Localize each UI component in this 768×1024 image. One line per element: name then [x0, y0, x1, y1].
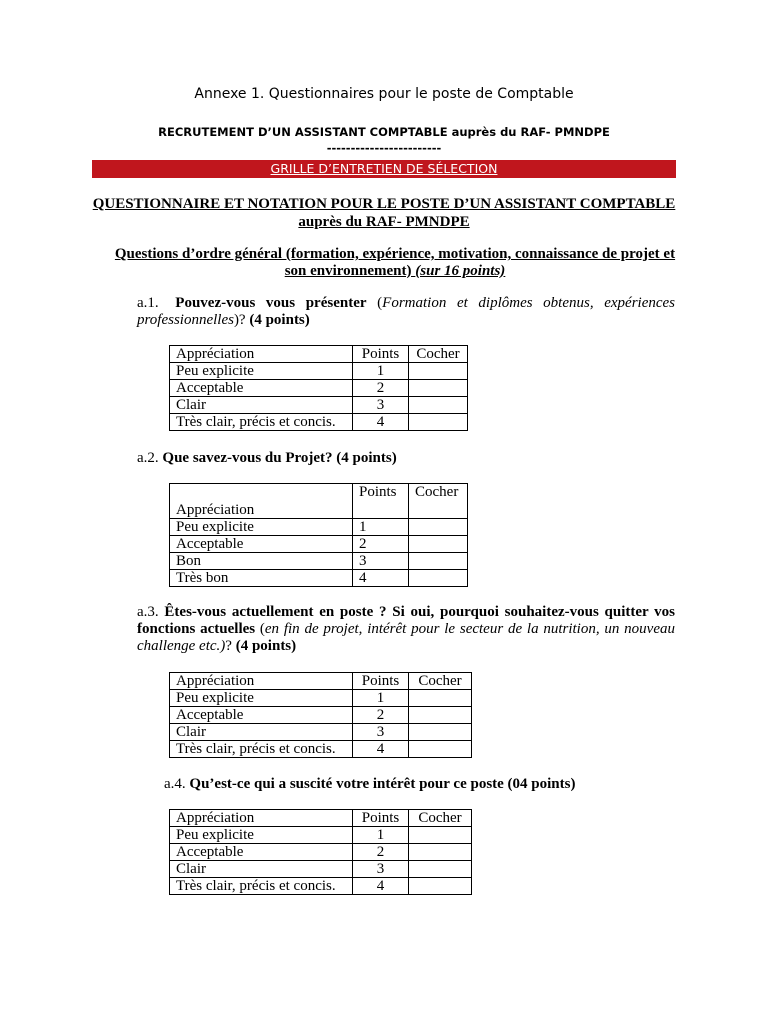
header-points: Points: [353, 673, 409, 690]
general-questions-score: (sur 16 points): [415, 263, 506, 279]
scoring-table-a1: [169, 345, 468, 431]
row-label: Très bon: [170, 570, 353, 587]
check-cell[interactable]: [409, 380, 468, 397]
row-label: Acceptable: [170, 380, 353, 397]
row-points: 2: [353, 380, 409, 397]
table-row: [170, 707, 472, 724]
table-header-row: [170, 484, 468, 519]
row-label: Peu explicite: [170, 827, 353, 844]
header-appreciation: Appréciation: [170, 346, 353, 363]
row-label: Clair: [170, 724, 353, 741]
header-check: Cocher: [409, 484, 468, 519]
recruitment-heading: RECRUTEMENT D’UN ASSISTANT COMPTABLE auprès du RAF- PMNDPE: [158, 125, 610, 139]
header-appreciation: Appréciation: [170, 484, 353, 519]
row-label: Clair: [170, 861, 353, 878]
header-appreciation: Appréciation: [170, 673, 353, 690]
table-row: [170, 519, 468, 536]
check-cell[interactable]: [409, 690, 472, 707]
question-number: a.3.: [137, 604, 159, 620]
row-points: 2: [353, 707, 409, 724]
question-a3: a.3. Êtes-vous actuellement en poste ? Si oui, pourquoi souhaitez-vous quitter vos fonctions actuelles (en fin de projet, intérêt pour le secteur de la nutrition, un nouveau challenge etc.)? (4 points): [137, 604, 676, 654]
question-text: Qu’est-ce qui a suscité votre intérêt pour ce poste (04 points): [189, 776, 576, 792]
row-points: 1: [353, 827, 409, 844]
question-text: Que savez-vous du Projet? (4 points): [162, 450, 397, 466]
question-text: Pouvez-vous vous présenter: [175, 295, 367, 311]
row-points: 4: [353, 414, 409, 431]
row-label: Acceptable: [170, 536, 353, 553]
header-appreciation: Appréciation: [170, 810, 353, 827]
table-row: [170, 861, 472, 878]
row-label: Très clair, précis et concis.: [170, 414, 353, 431]
header-check: Cocher: [409, 673, 472, 690]
row-points: 1: [353, 519, 409, 536]
table-row: [170, 827, 472, 844]
table-row: [170, 363, 468, 380]
table-header-row: [170, 346, 468, 363]
row-label: Très clair, précis et concis.: [170, 878, 353, 895]
question-points: (4 points): [249, 312, 310, 328]
row-label: Clair: [170, 397, 353, 414]
check-cell[interactable]: [409, 724, 472, 741]
question-number: a.4.: [164, 776, 186, 792]
question-a1: a.1. Pouvez-vous vous présenter (Formation et diplômes obtenus, expériences professionnelles)? (4 points): [137, 295, 676, 328]
header-points: Points: [353, 810, 409, 827]
check-cell[interactable]: [409, 553, 468, 570]
row-points: 3: [353, 553, 409, 570]
scoring-table-a4: [169, 809, 472, 895]
row-points: 2: [353, 536, 409, 553]
question-detail: en fin de projet, intérêt pour le secteur de la nutrition, un nouveau challenge etc.): [137, 621, 675, 654]
check-cell[interactable]: [409, 827, 472, 844]
question-points: (4 points): [235, 638, 297, 654]
questionnaire-title: QUESTIONNAIRE ET NOTATION POUR LE POSTE D’UN ASSISTANT COMPTABLE auprès du RAF- PMNDPE: [92, 196, 676, 230]
check-cell[interactable]: [409, 414, 468, 431]
question-number: a.2.: [137, 450, 159, 466]
annex-title: Annexe 1. Questionnaires pour le poste de Comptable: [194, 86, 574, 102]
header-points: Points: [353, 346, 409, 363]
check-cell[interactable]: [409, 844, 472, 861]
question-a4: [164, 776, 676, 793]
row-label: Très clair, précis et concis.: [170, 741, 353, 758]
row-points: 1: [353, 363, 409, 380]
dashes-separator: ------------------------: [326, 141, 442, 155]
scoring-table-a2: [169, 483, 468, 587]
check-cell[interactable]: [409, 519, 468, 536]
header-points: Points: [353, 484, 409, 519]
check-cell[interactable]: [409, 707, 472, 724]
table-row: [170, 553, 468, 570]
check-cell[interactable]: [409, 878, 472, 895]
row-points: 3: [353, 724, 409, 741]
table-row: [170, 690, 472, 707]
table-row: [170, 878, 472, 895]
check-cell[interactable]: [409, 741, 472, 758]
header-check: Cocher: [409, 810, 472, 827]
general-questions-heading: [110, 246, 680, 280]
table-row: [170, 380, 468, 397]
row-points: 4: [353, 878, 409, 895]
question-detail: Formation et diplômes obtenus, expériences professionnelles: [137, 295, 676, 328]
table-row: [170, 741, 472, 758]
table-row: [170, 570, 468, 587]
row-label: Acceptable: [170, 844, 353, 861]
table-header-row: [170, 673, 472, 690]
row-label: Bon: [170, 553, 353, 570]
check-cell[interactable]: [409, 536, 468, 553]
table-row: [170, 397, 468, 414]
table-row: [170, 414, 468, 431]
row-points: 2: [353, 844, 409, 861]
row-points: 4: [353, 570, 409, 587]
check-cell[interactable]: [409, 570, 468, 587]
interview-grid-banner: GRILLE D’ENTRETIEN DE SÉLECTION: [92, 160, 676, 178]
table-header-row: [170, 810, 472, 827]
general-questions-title: Questions d’ordre général (formation, expérience, motivation, connaissance de projet et son environnement): [114, 246, 676, 279]
row-points: 4: [353, 741, 409, 758]
question-a2: [137, 450, 675, 467]
row-label: Acceptable: [170, 707, 353, 724]
question-text: Êtes-vous actuellement en poste ? Si oui, pourquoi souhaitez-vous quitter vos fonctions actuelles: [137, 604, 676, 637]
check-cell[interactable]: [409, 363, 468, 380]
row-points: 3: [353, 861, 409, 878]
check-cell[interactable]: [409, 861, 472, 878]
table-row: [170, 724, 472, 741]
question-number: a.1.: [137, 295, 159, 311]
check-cell[interactable]: [409, 397, 468, 414]
row-label: Peu explicite: [170, 690, 353, 707]
table-row: [170, 844, 472, 861]
row-label: Peu explicite: [170, 519, 353, 536]
row-points: 1: [353, 690, 409, 707]
scoring-table-a3: [169, 672, 472, 758]
row-label: Peu explicite: [170, 363, 353, 380]
header-check: Cocher: [409, 346, 468, 363]
table-row: [170, 536, 468, 553]
row-points: 3: [353, 397, 409, 414]
